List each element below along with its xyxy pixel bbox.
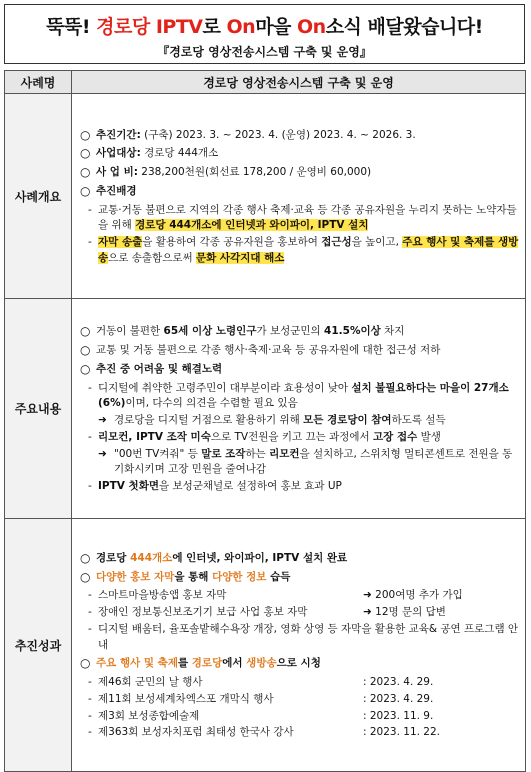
text: IPTV 첫화면 <box>98 480 159 492</box>
list-item <box>80 570 519 586</box>
circle-bullet-icon: ○ <box>80 324 91 339</box>
sub-item <box>88 622 519 654</box>
circle-bullet-icon: ○ <box>80 656 91 671</box>
text: 스마트마을방송앱 홍보 자막 <box>98 589 227 602</box>
subtitle: 『경로당 영상전송시스템 구축 및 운영』 <box>157 45 372 59</box>
text: 생방송 <box>246 657 277 670</box>
text: 을 높이고, <box>351 236 403 248</box>
text: 접근성 <box>321 236 352 248</box>
circle-bullet-icon: ○ <box>80 165 91 179</box>
dash-bullet-icon: - <box>88 236 92 248</box>
list-item <box>80 165 519 181</box>
text: 를 <box>177 657 192 670</box>
text: 리모컨, IPTV 조작 미숙 <box>98 430 211 443</box>
value: (구축) 2023. 3. ~ 2023. 4. (운영) 2023. 4. ~ 2026. 3. <box>140 128 416 141</box>
text: 디지털 배움터, 율포솔밭해수욕장 개장, 영화 상영 등 자막을 활용한 교육& 공연 프로그램 안내 <box>98 622 519 651</box>
list-item <box>80 551 519 567</box>
overview-content <box>72 94 526 299</box>
title-part: 로 <box>202 16 227 38</box>
text: 하는 <box>245 447 270 460</box>
date: : 2023. 11. 22. <box>363 726 441 739</box>
dash-bullet-icon: - <box>88 430 92 443</box>
text: 을 설치하고, 스위치형 멀티콘센트로 전원을 동기화시키며 고장 민원을 줄여나감 <box>114 447 513 476</box>
dash-bullet-icon: - <box>88 589 92 602</box>
dash-bullet-icon: - <box>88 480 92 492</box>
dash-bullet-icon: - <box>88 203 92 216</box>
arrow-right-icon: ➜ <box>363 589 372 602</box>
content-label: 주요내용 <box>5 299 72 519</box>
date: : 2023. 4. 29. <box>363 692 434 705</box>
dash-bullet-icon: - <box>88 692 92 705</box>
text: 을 통해 <box>174 570 213 583</box>
list-item <box>80 324 519 340</box>
label: 추진배경 <box>96 184 137 197</box>
highlight: 주요 행사 및 축제를 생방송 <box>98 236 519 264</box>
sub-item <box>88 430 519 446</box>
arrow-right-icon: ➜ <box>98 447 107 460</box>
circle-bullet-icon: ○ <box>80 146 91 161</box>
text: 리모컨 <box>269 447 300 460</box>
overview-label: 사례개요 <box>5 94 72 299</box>
value: 경로당 444개소 <box>140 147 219 160</box>
header-col2: 경로당 영상전송시스템 구축 및 운영 <box>72 71 526 94</box>
text: 제11회 보성세계차엑스포 개막식 행사 <box>98 692 274 705</box>
text: 주요 행사 및 축제 <box>96 657 178 670</box>
label: 사 업 비: <box>96 166 138 178</box>
text: 교통·거동 불편으로 지역의 각종 행사 축제·교육 등 각종 공유자원을 누리지 못하는 노약자들을 위해 <box>98 203 517 232</box>
list-item <box>80 343 519 359</box>
label: 추진기간: <box>96 128 141 141</box>
text: 교통 및 거동 불편으로 각종 행사·축제·교육 등 공유자원에 대한 접근성 저하 <box>96 344 441 356</box>
sub-item <box>88 479 519 495</box>
event-item <box>88 675 519 691</box>
text: 12명 문의 답변 <box>375 606 446 619</box>
results-content <box>72 519 526 772</box>
list-item <box>80 184 519 200</box>
title-box <box>4 4 525 64</box>
list-item <box>80 362 519 378</box>
overview-row <box>5 94 526 299</box>
date: : 2023. 4. 29. <box>363 676 434 689</box>
text: 장애인 정보통신보조기기 보급 사업 홍보 자막 <box>98 606 308 619</box>
list-item <box>80 128 519 144</box>
circle-bullet-icon: ○ <box>80 127 91 142</box>
text: 고장 접수 <box>373 430 418 443</box>
sub-item <box>88 605 519 621</box>
text: 경로당 <box>191 657 223 670</box>
text: "00번 TV켜줘" 등 <box>114 447 202 460</box>
page-title <box>5 12 524 39</box>
text: 추진 중 어려움 및 해결노력 <box>96 362 223 375</box>
dash-bullet-icon: - <box>88 676 92 689</box>
text: 차지 <box>380 325 405 338</box>
text: 제3회 보성종합예술제 <box>98 709 200 722</box>
text: 을 활용하여 각종 공유자원을 홍보하여 <box>142 236 322 248</box>
text: 말로 조작 <box>201 447 246 460</box>
dash-bullet-icon: - <box>88 726 92 739</box>
title-part: 마을 <box>255 16 298 38</box>
list-item <box>80 146 519 162</box>
text: 제46회 군민의 날 행사 <box>98 676 203 689</box>
arrow-item <box>98 413 519 429</box>
text: 에 인터넷, 와이파이, IPTV 설치 완료 <box>172 551 348 564</box>
title-part: 경로당 IPTV <box>96 16 203 38</box>
text: 거동이 불편한 <box>96 325 164 338</box>
text: 디지털에 취약한 고령주민이 대부분이라 효용성이 낮아 <box>98 381 352 394</box>
text: 경로당 <box>96 551 131 564</box>
text: 다양한 홍보 자막 <box>96 570 175 583</box>
text: 에서 <box>222 657 247 670</box>
results-row <box>5 519 526 772</box>
header-col1: 사례명 <box>5 71 72 94</box>
text: 다양한 정보 <box>212 570 267 583</box>
text: 200여명 추가 가입 <box>375 589 463 602</box>
text: 발생 <box>417 430 441 443</box>
sub-item <box>88 203 519 235</box>
text: 제363회 보성자치포럼 최태성 한국사 강사 <box>98 726 294 739</box>
circle-bullet-icon: ○ <box>80 343 91 357</box>
circle-bullet-icon: ○ <box>80 361 91 376</box>
dash-bullet-icon: - <box>88 622 92 635</box>
arrow-right-icon: ➜ <box>98 414 107 426</box>
text: 65세 이상 노령인구 <box>163 325 257 338</box>
text: 41.5%이상 <box>324 325 381 338</box>
event-item <box>88 709 519 725</box>
dash-bullet-icon: - <box>88 606 92 619</box>
circle-bullet-icon: ○ <box>80 183 91 198</box>
sub-item <box>88 235 519 267</box>
arrow-right-icon: ➜ <box>363 606 372 619</box>
content-content <box>72 299 526 519</box>
case-table <box>4 70 526 772</box>
circle-bullet-icon: ○ <box>80 550 91 565</box>
text: 으로 TV전원을 키고 끄는 과정에서 <box>210 430 374 443</box>
arrow-item <box>98 447 519 479</box>
sub-item <box>88 588 519 604</box>
sub-item <box>88 381 519 413</box>
text: 습득 <box>266 570 291 583</box>
event-item <box>88 692 519 708</box>
highlight: 자막 송출 <box>98 236 143 248</box>
value: 238,200천원(회선료 178,200 / 운영비 60,000) <box>137 166 372 178</box>
highlight: 문화 사각지대 해소 <box>195 251 285 264</box>
text: 모든 경로당이 참여 <box>303 414 392 426</box>
results-label: 추진성과 <box>5 519 72 772</box>
text: 이며, 다수의 의견을 수렴할 필요 있음 <box>125 397 298 410</box>
text: 444개소 <box>130 551 173 564</box>
text: 하도록 설득 <box>391 414 446 426</box>
highlight: 경로당 444개소에 인터넷과 와이파이, IPTV 설치 <box>135 219 369 232</box>
text: 경로당을 디지털 거점으로 활용하기 위해 <box>114 414 304 426</box>
text: 설치 불필요하다는 마을이 27개소(6%) <box>98 381 509 410</box>
text: 으로 송출함으로써 <box>108 251 196 264</box>
header-row <box>5 71 526 94</box>
title-part: 소식 배달왔습니다! <box>325 16 483 38</box>
title-part: On <box>297 16 326 38</box>
text: 가 보성군민의 <box>256 325 325 338</box>
event-item <box>88 725 519 741</box>
content-row <box>5 299 526 519</box>
label: 사업대상: <box>96 147 141 160</box>
title-part: On <box>226 16 256 38</box>
text: 을 보성군채널로 설정하여 홍보 효과 UP <box>158 480 342 492</box>
circle-bullet-icon: ○ <box>80 569 91 584</box>
title-part: 뚝뚝! <box>46 16 97 38</box>
date: : 2023. 11. 9. <box>363 709 434 722</box>
dash-bullet-icon: - <box>88 381 92 394</box>
list-item <box>80 656 519 672</box>
dash-bullet-icon: - <box>88 709 92 722</box>
text: 으로 시청 <box>276 657 321 670</box>
